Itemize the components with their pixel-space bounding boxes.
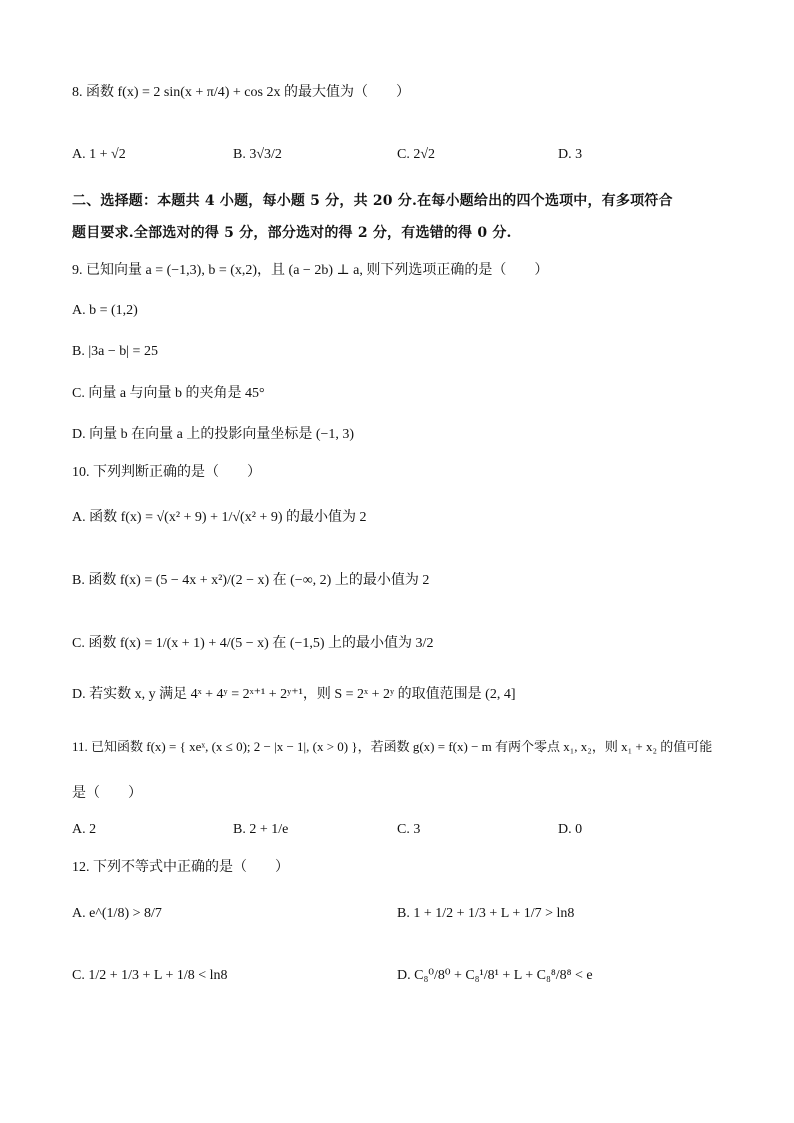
q12-option-c: C. 1/2 + 1/3 + L + 1/8 < ln8 — [72, 968, 228, 983]
q10-option-d: D. 若实数 x, y 满足 4ˣ + 4ʸ = 2ˣ⁺¹ + 2ʸ⁺¹，则 S = 2ˣ + 2ʸ 的取值范围是 (2, 4] — [72, 687, 516, 702]
q8-stem: 8. 函数 f(x) = 2 sin(x + π/4) + cos 2x 的最大值为（ ） — [72, 85, 410, 100]
q11-stem: 11. 已知函数 f(x) = { xeˣ, (x ≤ 0); 2 − |x − 1|, (x > 0) }，若函数 g(x) = f(x) − m 有两个零点 x₁, x₂，则 x₁ + x₂ 的值可能 — [72, 739, 713, 754]
section-2-instructions-line2: 题目要求.全部选对的得 5 分，部分选对的得 2 分，有选错的得 0 分. — [72, 225, 512, 241]
q9-option-c: C. 向量 a 与向量 b 的夹角是 45° — [72, 386, 265, 401]
q8-option-c: C. 2√2 — [397, 147, 436, 162]
q10-option-a: A. 函数 f(x) = √(x² + 9) + 1/√(x² + 9) 的最小值为 2 — [72, 510, 367, 525]
q12-option-b: B. 1 + 1/2 + 1/3 + L + 1/7 > ln8 — [397, 906, 575, 921]
q8-option-d: D. 3 — [558, 147, 583, 162]
q8-option-a: A. 1 + √2 — [72, 147, 126, 162]
q11-option-d: D. 0 — [558, 822, 583, 837]
q12-option-d: D. C₈⁰/8⁰ + C₈¹/8¹ + L + C₈⁸/8⁸ < e — [397, 968, 593, 983]
q11-option-a: A. 2 — [72, 822, 97, 837]
q11-option-b: B. 2 + 1/e — [233, 822, 289, 837]
q11-stem-continued: 是（ ） — [72, 786, 142, 801]
q9-option-b: B. |3a − b| = 25 — [72, 344, 158, 359]
q10-option-c: C. 函数 f(x) = 1/(x + 1) + 4/(5 − x) 在 (−1,5) 上的最小值为 3/2 — [72, 636, 434, 651]
q9-option-a: A. b = (1,2) — [72, 303, 138, 318]
q10-option-b: B. 函数 f(x) = (5 − 4x + x²)/(2 − x) 在 (−∞, 2) 上的最小值为 2 — [72, 573, 430, 588]
q12-option-a: A. e^(1/8) > 8/7 — [72, 906, 162, 921]
q12-stem: 12. 下列不等式中正确的是（ ） — [72, 860, 289, 875]
q9-option-d: D. 向量 b 在向量 a 上的投影向量坐标是 (−1, 3) — [72, 427, 355, 442]
q8-option-b: B. 3√3/2 — [233, 147, 282, 162]
q10-stem: 10. 下列判断正确的是（ ） — [72, 465, 261, 480]
q9-stem: 9. 已知向量 a = (−1,3), b = (x,2)，且 (a − 2b) ⊥ a, 则下列选项正确的是（ ） — [72, 263, 549, 278]
q11-option-c: C. 3 — [397, 822, 421, 837]
section-2-instructions-line1: 二、选择题：本题共 4 小题，每小题 5 分，共 20 分.在每小题给出的四个选项中，有多项符合 — [72, 193, 673, 209]
